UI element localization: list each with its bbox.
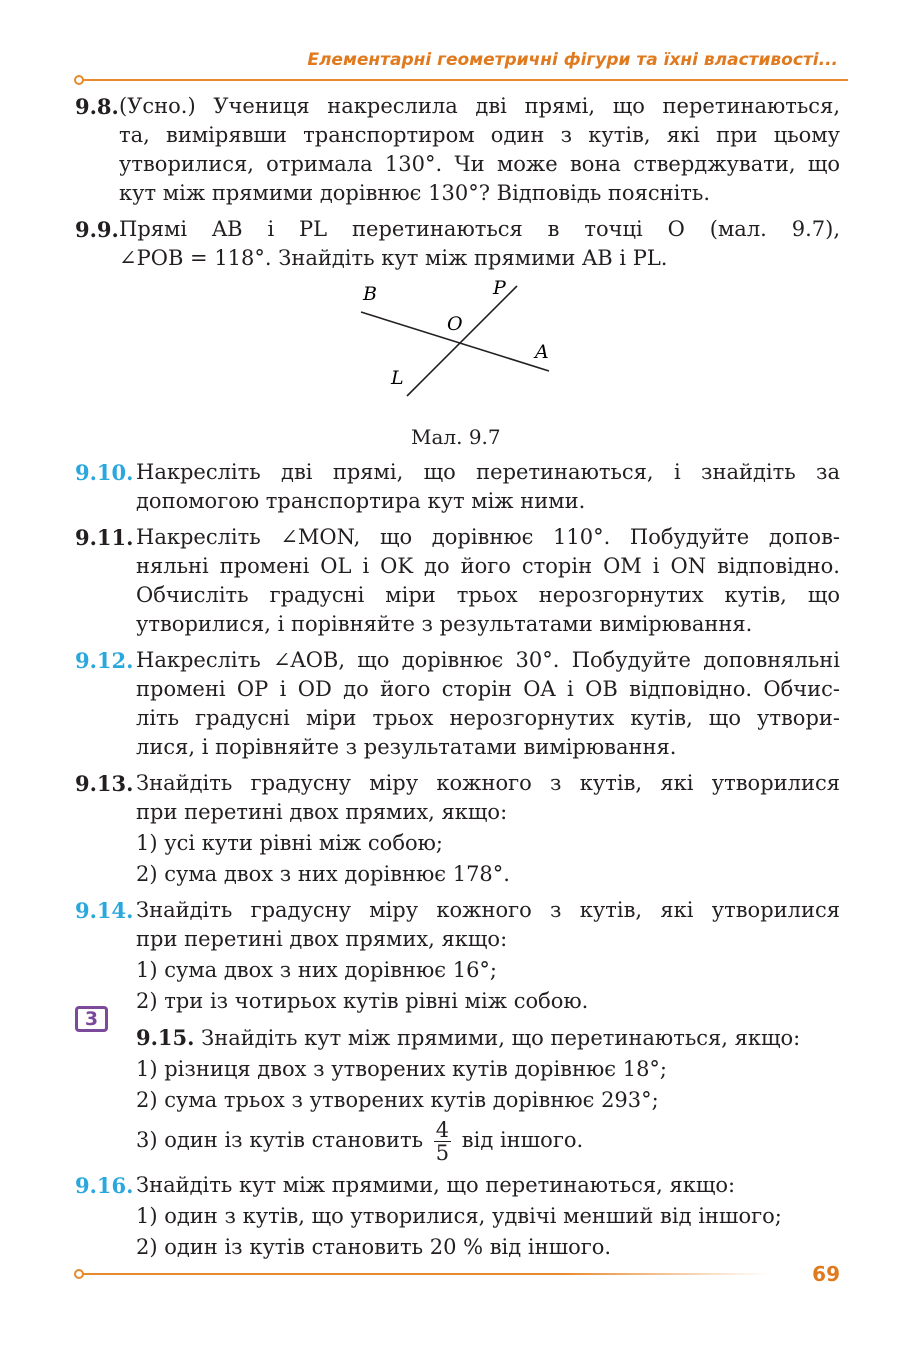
label-O: O bbox=[447, 313, 463, 335]
task-9-11 bbox=[75, 523, 840, 639]
text-line bbox=[136, 1023, 840, 1053]
list-item: 2) сума двох з них дорівнює 178°. bbox=[136, 862, 510, 886]
fraction-4-5 bbox=[434, 1119, 451, 1164]
header-rule bbox=[78, 79, 848, 81]
task-text bbox=[136, 1023, 840, 1164]
task-number: 9.11. bbox=[75, 525, 134, 550]
task-9-12 bbox=[75, 646, 840, 762]
list-item: 1) різниця двох з утворених кутів дорівнює 18°; bbox=[136, 1057, 668, 1081]
text-line: Накресліть ∠MON, що дорівнює 110°. Побудуйте допов- bbox=[136, 525, 840, 549]
text-line: літь градусні міри трьох нерозгорнутих кутів, що утвори- bbox=[136, 706, 840, 730]
task-number: 9.14. bbox=[75, 898, 134, 923]
intersecting-lines-diagram bbox=[355, 280, 555, 410]
text-line: няльні промені OL і OK до його сторін OM і ON відповідно. bbox=[136, 554, 840, 578]
label-P: P bbox=[493, 280, 506, 299]
fraction-numerator: 4 bbox=[435, 1118, 450, 1142]
task-text bbox=[136, 646, 840, 762]
text-line: Накресліть ∠AOB, що дорівнює 30°. Побудуйте доповняльні bbox=[136, 648, 840, 672]
list-item: 1) усі кути рівні між собою; bbox=[136, 831, 443, 855]
figure-9-7 bbox=[75, 280, 840, 458]
task-text bbox=[136, 1171, 840, 1262]
label-L: L bbox=[391, 367, 404, 389]
text-line: кут між прямими дорівнює 130°? Відповідь поясніть. bbox=[119, 181, 711, 205]
task-9-15 bbox=[75, 1023, 840, 1164]
task-text bbox=[119, 92, 840, 208]
task-number: 9.16. bbox=[75, 1173, 134, 1198]
text-line: лися, і порівняйте з результатами вимірювання. bbox=[136, 735, 677, 759]
task-9-16 bbox=[75, 1171, 840, 1262]
line-PL bbox=[407, 286, 517, 396]
page-number: 69 bbox=[812, 1262, 840, 1286]
task-number: 9.12. bbox=[75, 648, 134, 673]
task-text bbox=[119, 215, 840, 273]
text-line: Знайдіть кут між прямими, що перетинаються, якщо: bbox=[136, 1173, 736, 1197]
text-line: Прямі AB і PL перетинаються в точці O (мал. 9.7), bbox=[119, 217, 840, 241]
text-line: утворилися, і порівняйте з результатами вимірювання. bbox=[136, 612, 753, 636]
task-text bbox=[136, 523, 840, 639]
list-item: 2) сума трьох з утворених кутів дорівнює 293°; bbox=[136, 1088, 659, 1112]
header-rule-dot bbox=[74, 75, 84, 85]
task-number: 9.10. bbox=[75, 460, 134, 485]
text-line: промені OP і OD до його сторін OA і OB відповідно. Обчис- bbox=[136, 677, 840, 701]
task-number: 9.13. bbox=[75, 771, 134, 796]
text-line: при перетині двох прямих, якщо: bbox=[136, 927, 508, 951]
task-text bbox=[136, 769, 840, 889]
task-number-spacer bbox=[75, 1023, 136, 1164]
text-line: Накресліть дві прямі, що перетинаються, і знайдіть за bbox=[136, 460, 840, 484]
label-B: B bbox=[363, 283, 377, 305]
list-item-fraction bbox=[136, 1119, 840, 1164]
page-content bbox=[75, 92, 840, 1269]
text-line: Обчисліть градусні міри трьох нерозгорнутих кутів, що bbox=[136, 583, 840, 607]
text-line: допомогою транспортира кут між ними. bbox=[136, 489, 586, 513]
task-text bbox=[136, 458, 840, 516]
task-9-14 bbox=[75, 896, 840, 1016]
list-item: 1) один з кутів, що утворилися, удвічі менший від іншого; bbox=[136, 1204, 782, 1228]
footer-rule bbox=[78, 1273, 768, 1275]
task-text bbox=[136, 896, 840, 1016]
text-line: Знайдіть градусну міру кожного з кутів, які утворилися bbox=[136, 771, 840, 795]
running-header: Елементарні геометричні фігури та їхні властивості... bbox=[307, 50, 838, 70]
fraction-item-suffix: від іншого. bbox=[461, 1128, 584, 1152]
task-9-10 bbox=[75, 458, 840, 516]
list-item: 2) один із кутів становить 20 % від іншого. bbox=[136, 1235, 612, 1259]
task-prompt: Знайдіть кут між прямими, що перетинаються, якщо: bbox=[201, 1026, 801, 1050]
text-line: (Усно.) Учениця накреслила дві прямі, що перетинаються, bbox=[119, 94, 840, 118]
task-number: 9.15. bbox=[136, 1025, 195, 1050]
task-9-9 bbox=[75, 215, 840, 273]
list-item: 2) три із чотирьох кутів рівні між собою. bbox=[136, 989, 589, 1013]
list-item: 1) сума двох з них дорівнює 16°; bbox=[136, 958, 497, 982]
text-line: Знайдіть градусну міру кожного з кутів, які утворилися bbox=[136, 898, 840, 922]
task-9-13 bbox=[75, 769, 840, 889]
text-line: та, вимірявши транспортиром один з кутів, які при цьому bbox=[119, 123, 840, 147]
fraction-denominator: 5 bbox=[435, 1141, 450, 1165]
fraction-item-text: 3) один із кутів становить bbox=[136, 1128, 424, 1152]
text-line: при перетині двох прямих, якщо: bbox=[136, 800, 508, 824]
task-number: 9.9. bbox=[75, 217, 119, 242]
difficulty-level-badge: 3 bbox=[75, 1006, 108, 1032]
task-number: 9.8. bbox=[75, 94, 119, 119]
figure-caption: Мал. 9.7 bbox=[411, 425, 501, 449]
label-A: A bbox=[535, 341, 549, 363]
text-line: утворилися, отримала 130°. Чи може вона стверджувати, що bbox=[119, 152, 840, 176]
footer-rule-dot bbox=[74, 1269, 84, 1279]
task-9-8 bbox=[75, 92, 840, 208]
text-line: ∠POB = 118°. Знайдіть кут між прямими AB і PL. bbox=[119, 246, 668, 270]
